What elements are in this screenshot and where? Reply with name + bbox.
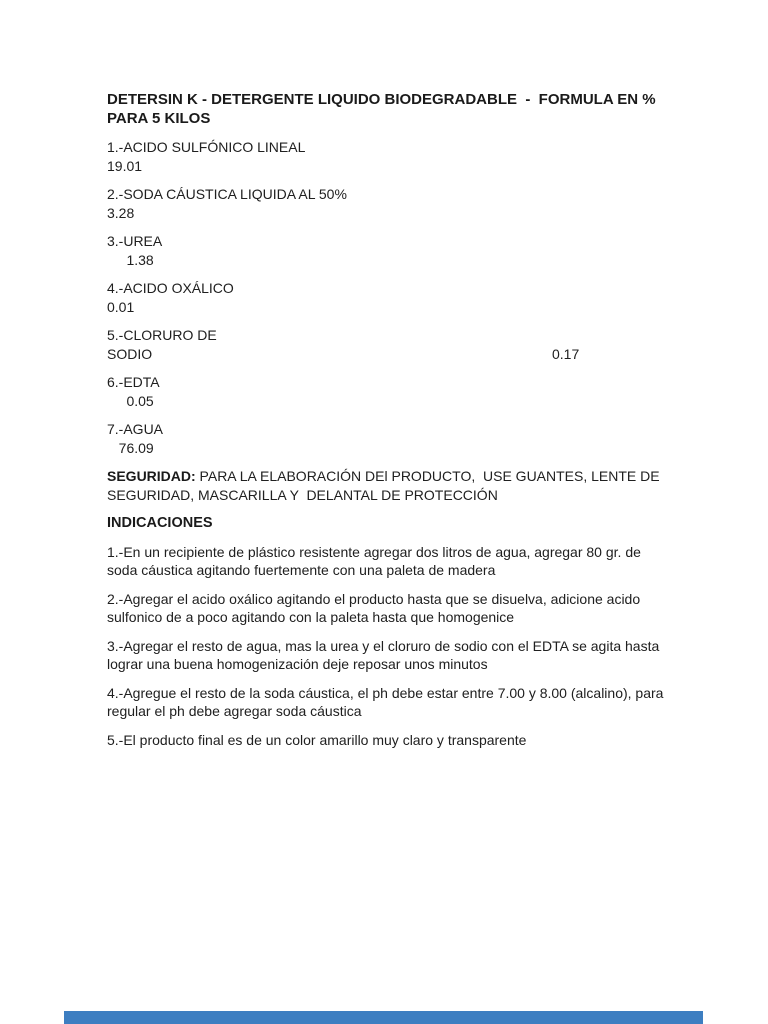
item-value: 3.28 (107, 204, 135, 221)
item-value: 0.17 (552, 345, 580, 362)
item-value: 76.09 (107, 439, 154, 456)
item-value: 1.38 (107, 251, 154, 268)
formula-item (107, 279, 669, 316)
formula-item (107, 326, 669, 363)
item-name: 6.-EDTA (107, 374, 160, 390)
formula-item (107, 185, 669, 222)
formula-item (107, 138, 669, 175)
document-content (107, 91, 669, 759)
item-value: 0.05 (107, 392, 154, 409)
safety-text: PARA LA ELABORACIÓN DEl PRODUCTO, USE GUANTES, LENTE DE SEGURIDAD, MASCARILLA Y DELANTAL DE PROTECCIÓN (107, 468, 664, 503)
safety-paragraph (107, 467, 669, 504)
instruction-paragraph: 3.-Agregar el resto de agua, mas la urea y el cloruro de sodio con el EDTA se agita hasta lograr una buena homogenización deje reposar unos minutos (107, 637, 664, 672)
formula-item (107, 232, 669, 269)
item-name: 5.-CLORURO DE (107, 327, 217, 343)
instruction-paragraph: 1.-En un recipiente de plástico resistente agregar dos litros de agua, agregar 80 gr. de soda cáustica agitando fuertemente con una paleta de madera (107, 543, 645, 578)
item-value: 19.01 (107, 157, 143, 174)
item-name: 1.-ACIDO SULFÓNICO LINEAL (107, 139, 306, 155)
indications-heading: INDICACIONES (107, 515, 213, 531)
item-name: 4.-ACIDO OXÁLICO (107, 280, 234, 296)
item-name: 7.-AGUA (107, 421, 164, 437)
safety-label: SEGURIDAD: (107, 468, 196, 484)
item-name: 2.-SODA CÁUSTICA LIQUIDA AL 50% (107, 186, 347, 202)
instruction-paragraph: 5.-El producto final es de un color amarillo muy claro y transparente (107, 731, 527, 748)
item-name-continued (107, 345, 669, 364)
formula-item (107, 420, 669, 457)
page-title: DETERSIN K - DETERGENTE LIQUIDO BIODEGRADABLE - FORMULA EN % PARA 5 KILOS (107, 91, 660, 127)
bottom-banner (64, 1011, 703, 1024)
formula-item (107, 373, 669, 410)
item-value: 0.01 (107, 298, 135, 315)
item-name-line2: SODIO (107, 345, 153, 362)
item-name: 3.-UREA (107, 233, 163, 249)
instruction-paragraph: 4.-Agregue el resto de la soda cáustica, el ph debe estar entre 7.00 y 8.00 (alcalino), para regular el ph debe agregar soda cáustica (107, 684, 668, 719)
instruction-paragraph: 2.-Agregar el acido oxálico agitando el producto hasta que se disuelva, adicione acido sulfonico de a poco agitando con la paleta hasta que homogenice (107, 590, 645, 625)
